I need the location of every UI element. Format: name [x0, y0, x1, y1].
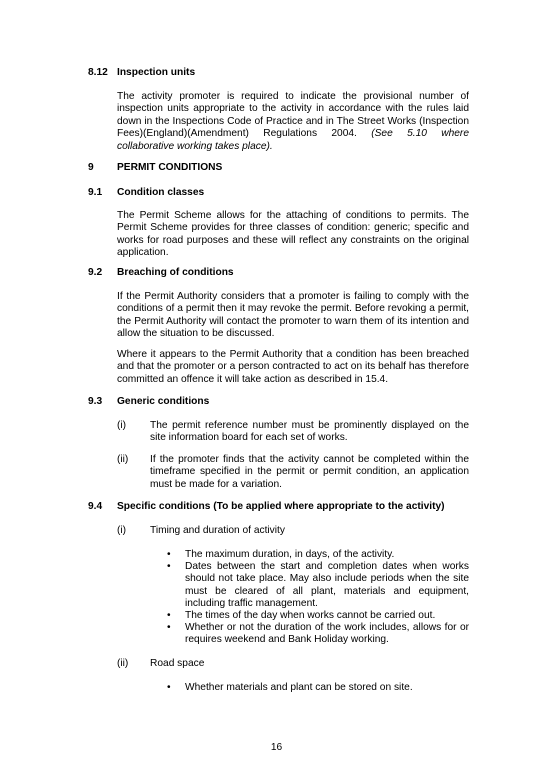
generic-item-2-text: If the promoter finds that the activity cannot be completed within the timeframe specified in the permit or permit condition, an application must be made for a variation. — [150, 454, 469, 490]
section-9-2-paragraph-2: Where it appears to the Permit Authority that a condition has been breached and that the promoter or a person contracted to act on its behalf has therefore committed an offence it will take action as described in 15.4. — [117, 349, 469, 385]
section-9-4-number: 9.4 — [88, 501, 103, 512]
generic-item-1-text: The permit reference number must be prominently displayed on the site information board for each set of works. — [150, 420, 469, 444]
section-8-12-paragraph — [117, 91, 469, 153]
section-9-2-number: 9.2 — [88, 267, 103, 278]
specific-sub-1-marker: (i) — [117, 525, 127, 536]
section-8-12-title: Inspection units — [117, 67, 196, 78]
road-space-bullet-1: Whether materials and plant can be stored on site. — [185, 682, 413, 693]
timing-bullet-1: The maximum duration, in days, of the activity. — [185, 549, 395, 560]
specific-sub-2-marker: (ii) — [117, 658, 129, 669]
section-9-3-number: 9.3 — [88, 396, 103, 407]
section-9-3-title: Generic conditions — [117, 396, 210, 407]
bullet-icon: • — [167, 549, 171, 560]
generic-item-1-marker: (i) — [117, 420, 127, 431]
specific-sub-1-title: Timing and duration of activity — [150, 525, 285, 536]
section-8-12-number: 8.12 — [88, 67, 108, 78]
timing-bullet-4: Whether or not the duration of the work includes, allows for or requires weekend and Bank Holiday working. — [185, 622, 469, 646]
generic-item-2-marker: (ii) — [117, 454, 129, 465]
timing-bullet-2: Dates between the start and completion dates when works should not take place. May also include periods when the site must be cleared of all plant, materials and equipment, including traffic management. — [185, 561, 469, 610]
page-number: 16 — [270, 742, 283, 753]
timing-bullet-3: The times of the day when works cannot be carried out. — [185, 610, 436, 621]
bullet-icon: • — [167, 561, 171, 572]
section-9-1-paragraph: The Permit Scheme allows for the attaching of conditions to permits. The Permit Scheme provides for three classes of condition: generic; specific and works for road purposes and these will reflect any constraints on the original application. — [117, 210, 469, 259]
bullet-icon: • — [167, 610, 171, 621]
section-9-number: 9 — [88, 162, 94, 173]
bullet-icon: • — [167, 622, 171, 633]
section-8-12-italic-note: (See 5.10 where collaborative working takes place). — [117, 128, 469, 152]
section-9-2-title: Breaching of conditions — [117, 267, 234, 278]
bullet-icon: • — [167, 682, 171, 693]
section-9-title: PERMIT CONDITIONS — [117, 162, 223, 173]
specific-sub-2-title: Road space — [150, 658, 205, 669]
section-9-2-paragraph-1: If the Permit Authority considers that a promoter is failing to comply with the conditions of a permit then it may revoke the permit. Before revoking a permit, the Permit Authority will contact the promoter to warn them of its intention and allow the situation to be discussed. — [117, 291, 469, 340]
section-9-1-number: 9.1 — [88, 187, 103, 198]
section-9-4-title: Specific conditions (To be applied where appropriate to the activity) — [117, 501, 445, 512]
section-8-12-text: The activity promoter is required to indicate the provisional number of inspection units appropriate to the activity in accordance with the rules laid down in the Inspections Code of Practice and in The Street Works (Inspection Fees)(England)(Amendment) Regulations 2004. — [117, 91, 469, 140]
section-9-1-title: Condition classes — [117, 187, 205, 198]
